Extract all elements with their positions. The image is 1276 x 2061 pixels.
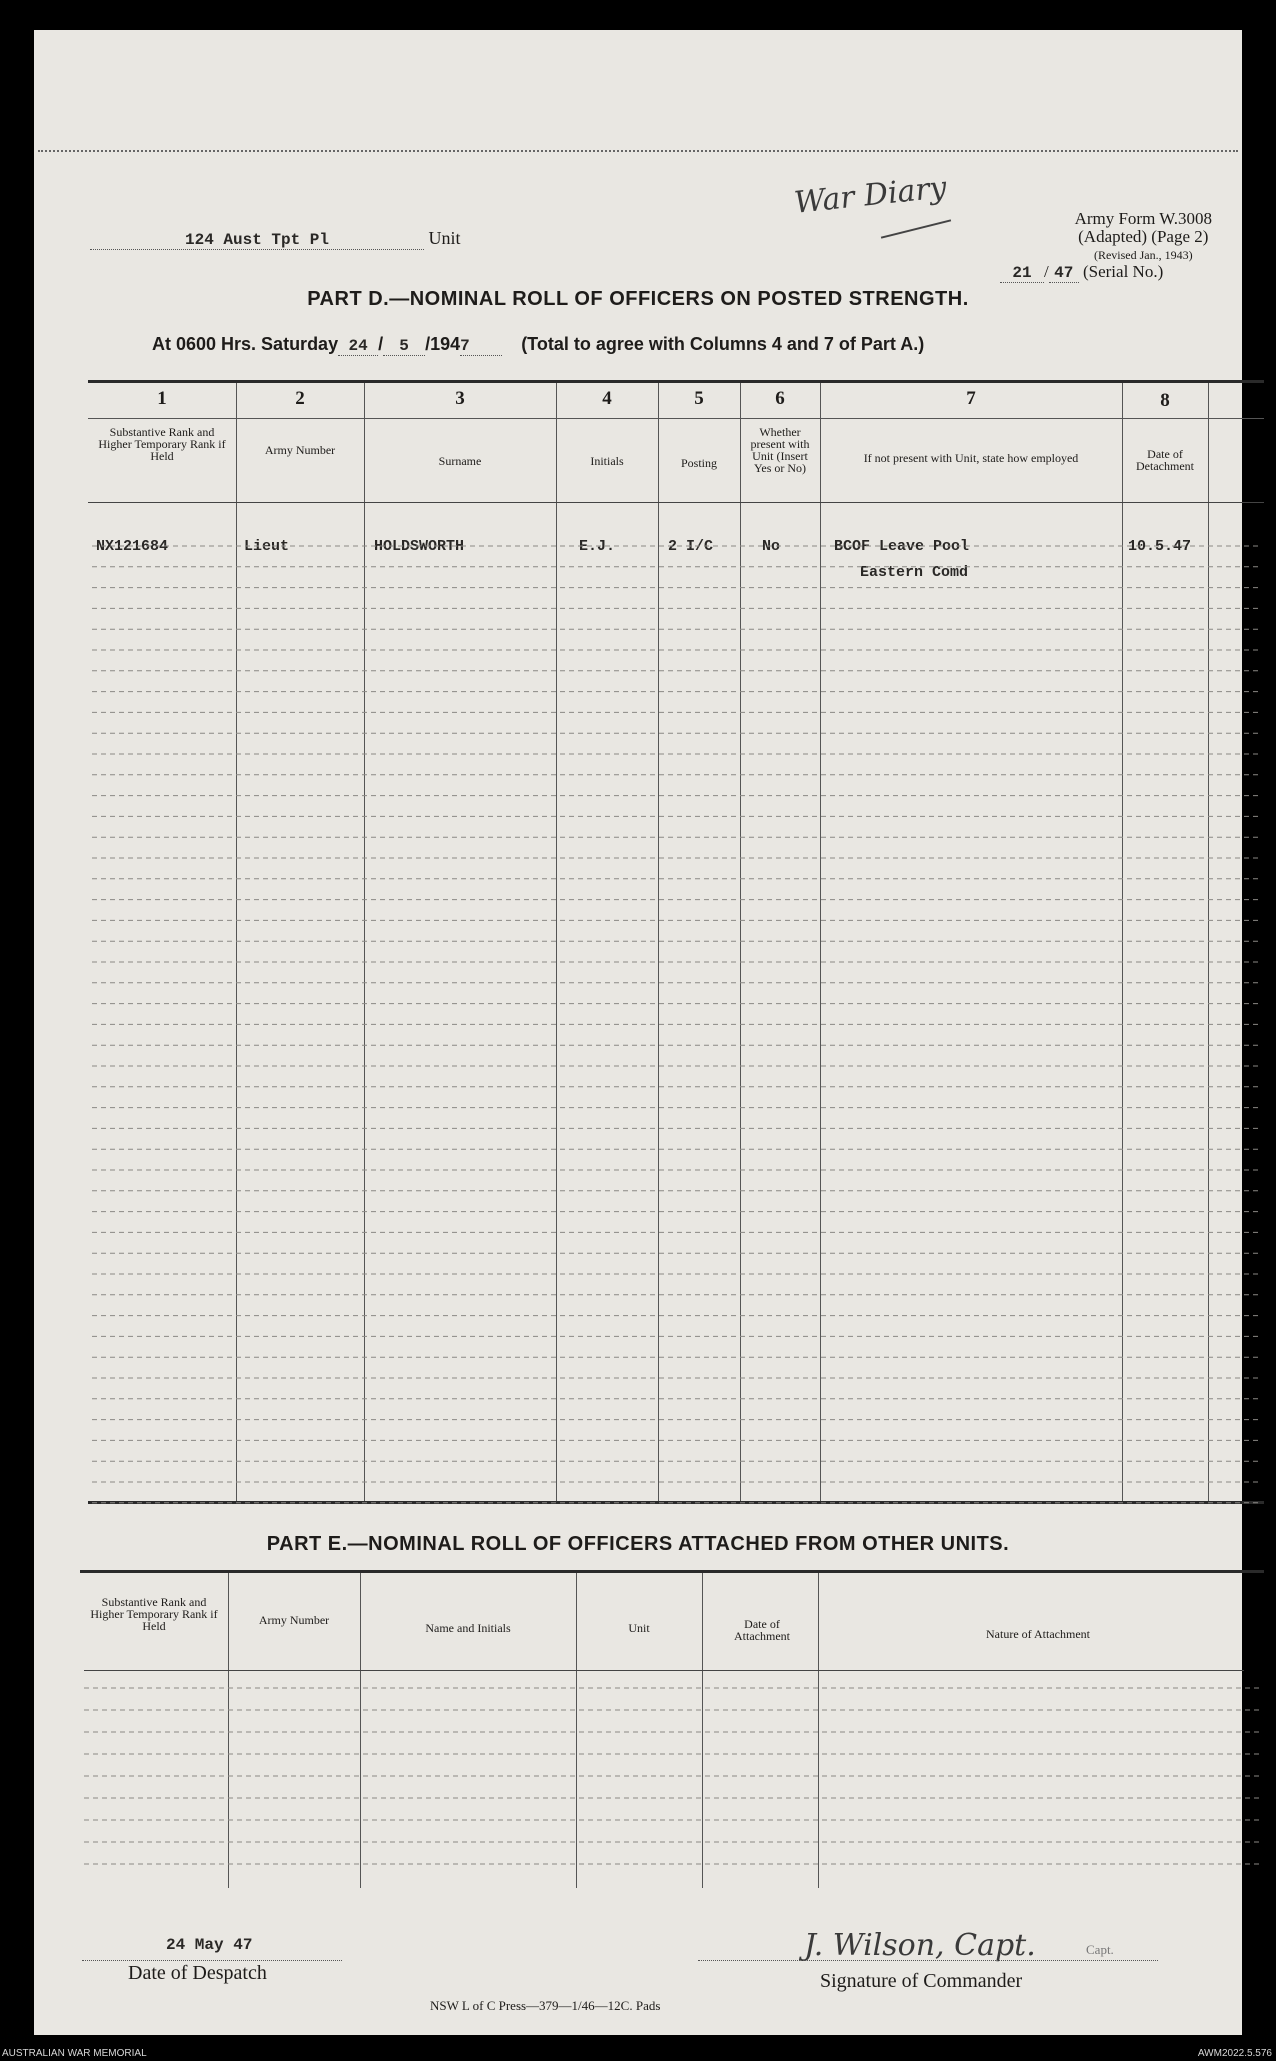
unit-line [90,228,461,250]
cell-rank: NX121684 [96,538,169,555]
unit-value: 124 Aust Tpt Pl [90,231,424,250]
part-e-col-nature: Nature of Attachment [986,1627,1090,1641]
at-label: At 0600 Hrs. Saturday [152,334,339,354]
despatch-underline [82,1960,342,1961]
serial-year: 47 [1049,264,1079,283]
part-d-note: (Total to agree with Columns 4 and 7 of Part A.) [521,334,925,354]
perforation-line [38,150,1238,152]
header-bottom-rule [88,502,1264,503]
part-e-col-unit: Unit [628,1621,650,1635]
col-5-header: Posting [680,456,717,470]
watermark-right: AWM2022.5.576 [1197,2048,1272,2059]
handwritten-underline [881,219,951,238]
part-d-ruled-lines [88,508,1264,1504]
signature-underline [698,1960,1158,1961]
col-8-number: 8 [1160,390,1170,411]
col-6-header: Whether present with Unit (Insert Yes or No) [750,425,810,475]
col-4-number: 4 [602,388,612,409]
printer-imprint: NSW L of C Press—379—1/46—12C. Pads [430,1998,661,2013]
cell-date: 10.5.47 [1128,538,1192,555]
signature-rank: Capt. [1086,1942,1114,1957]
part-d-top-rule [88,380,1264,383]
form-identifier [1075,210,1212,264]
col-5-number: 5 [694,388,704,409]
colnum-rule [88,418,1264,419]
part-e-ruled-lines [80,1676,1264,1890]
col-3-number: 3 [455,388,465,409]
serial-number: 21 [1000,264,1044,283]
cell-army-number: Lieut [244,538,290,555]
col-2-header: Army Number [264,443,336,457]
col-4-header: Initials [590,454,624,468]
form-adapted: (Adapted) (Page 2) [1078,227,1209,246]
cell-employed-line2: Eastern Comd [860,564,969,581]
col-7-header: If not present with Unit, state how employed [863,451,1079,465]
part-e-col-name: Name and Initials [425,1621,511,1635]
year-prefix: 194 [430,334,461,354]
col-6-number: 6 [775,388,785,409]
date-day: 24 [338,337,378,356]
part-e-top-rule [80,1570,1264,1573]
part-e-header-rule [84,1670,1244,1671]
form-revised: (Revised Jan., 1943) [1093,248,1193,262]
signature-label: Signature of Commander [820,1970,1023,1992]
year-suffix: 7 [460,337,502,356]
unit-label: Unit [428,228,461,248]
despatch-label: Date of Despatch [128,1962,267,1984]
part-e-title: PART E.—NOMINAL ROLL OF OFFICERS ATTACHED FROM OTHER UNITS. [266,1533,1010,1555]
serial-label: (Serial No.) [1082,262,1164,281]
form-number: Army Form W.3008 [1074,209,1212,228]
handwritten-note: War Diary [792,170,949,221]
commander-signature: J. Wilson, Capt. [804,1928,1036,1963]
col-2-number: 2 [295,388,305,409]
col-7-number: 7 [966,388,976,409]
serial-line: 21 / 47 (Serial No.) [1000,262,1163,283]
col-1-header: Substantive Rank and Higher Temporary Rank if Held [98,425,226,463]
part-e-col-army-number: Army Number [258,1613,330,1627]
part-d-title: PART D.—NOMINAL ROLL OF OFFICERS ON POSTED STRENGTH. [307,288,969,310]
col-1-number: 1 [157,388,167,409]
cell-posting: 2 I/C [668,538,714,555]
col-3-header: Surname [438,454,482,468]
part-e-col-rank: Substantive Rank and Higher Temporary Rank if Held [90,1595,218,1633]
form-page [34,30,1242,2035]
despatch-date: 24 May 47 [166,1936,253,1954]
cell-initials: E.J. [579,538,616,555]
part-e-col-date: Date of Attachment [734,1617,790,1643]
col-8-header: Date of Detachment [1136,447,1194,473]
date-month: 5 [383,337,425,356]
watermark-left: AUSTRALIAN WAR MEMORIAL [2,2048,147,2059]
part-d-date-line: At 0600 Hrs. Saturday 24 / 5 /1947 (Total to agree with Columns 4 and 7 of Part A.) [152,334,925,355]
cell-surname: HOLDSWORTH [374,538,465,555]
cell-present: No [762,538,781,555]
cell-employed-line1: BCOF Leave Pool [834,538,970,555]
